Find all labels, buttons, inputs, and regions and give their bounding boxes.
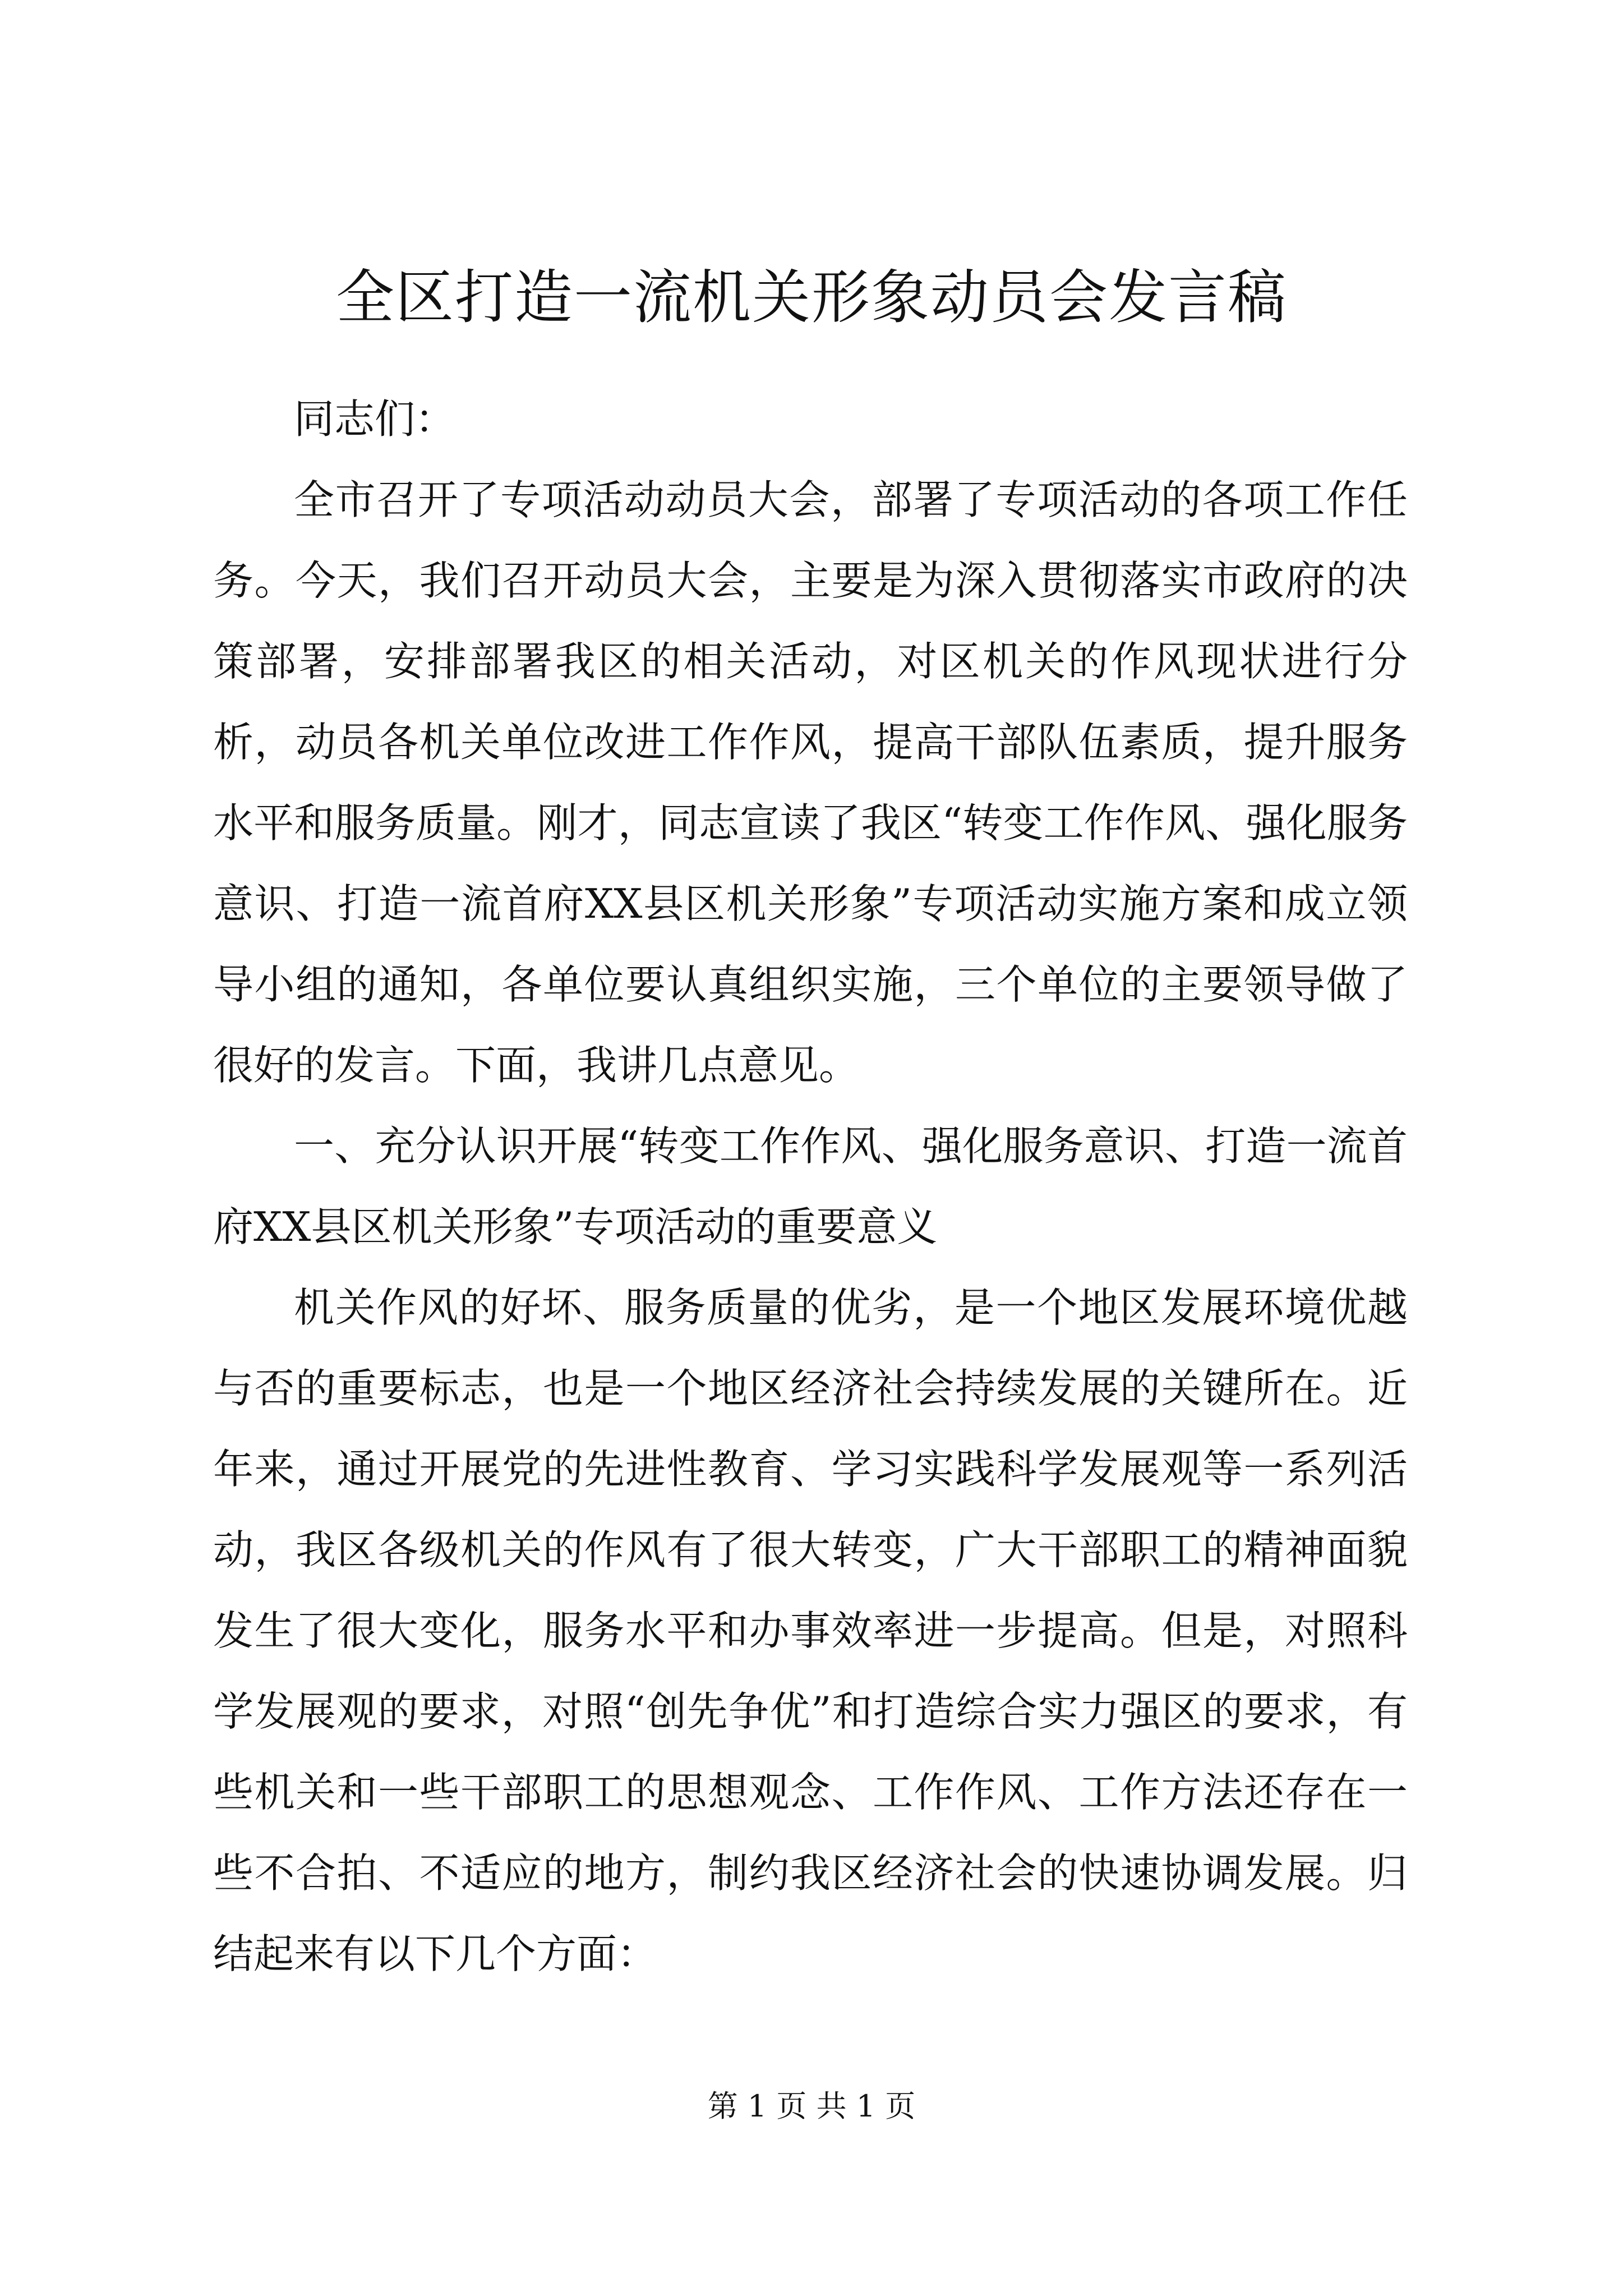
document-title: 全区打造一流机关形象动员会发言稿 (335, 263, 1287, 332)
section-heading-paragraph: 一、充分认识开展“转变工作作风、强化服务意识、打造一流首府XX县区机关形象”专项活动的重要意义 (213, 1122, 1408, 1250)
page-footer: 第 1 页 共 1 页 (707, 2088, 916, 2124)
body-paragraph: 全市召开了专项活动动员大会，部署了专项活动的各项工作任务。今天，我们召开动员大会，主要是为深入贯彻落实市政府的决策部署，安排部署我区的相关活动，对区机关的作风现状进行分析，动员各机关单位改进工作作风，提高干部队伍素质，提升服务水平和服务质量。刚才，同志宣读了我区“转变工作作风、强化服务意识、打造一流首府XX县区机关形象”专项活动实施方案和成立领导小组的通知，各单位要认真组织实施，三个单位的主要领导做了很好的发言。下面，我讲几点意见。 (213, 476, 1408, 1089)
body-paragraph: 机关作风的好坏、服务质量的优劣，是一个地区发展环境优越与否的重要标志，也是一个地区经济社会持续发展的关键所在。近年来，通过开展党的先进性教育、学习实践科学发展观等一系列活动，我区各级机关的作风有了很大转变，广大干部职工的精神面貌发生了很大变化，服务水平和办事效率进一步提高。但是，对照科学发展观的要求，对照“创先争优”和打造综合实力强区的要求，有些机关和一些干部职工的思想观念、工作作风、工作方法还存在一些不合拍、不适应的地方，制约我区经济社会的快速协调发展。归结起来有以下几个方面： (213, 1284, 1408, 1977)
salutation-paragraph: 同志们： (294, 395, 456, 443)
document-body (213, 379, 1408, 1994)
